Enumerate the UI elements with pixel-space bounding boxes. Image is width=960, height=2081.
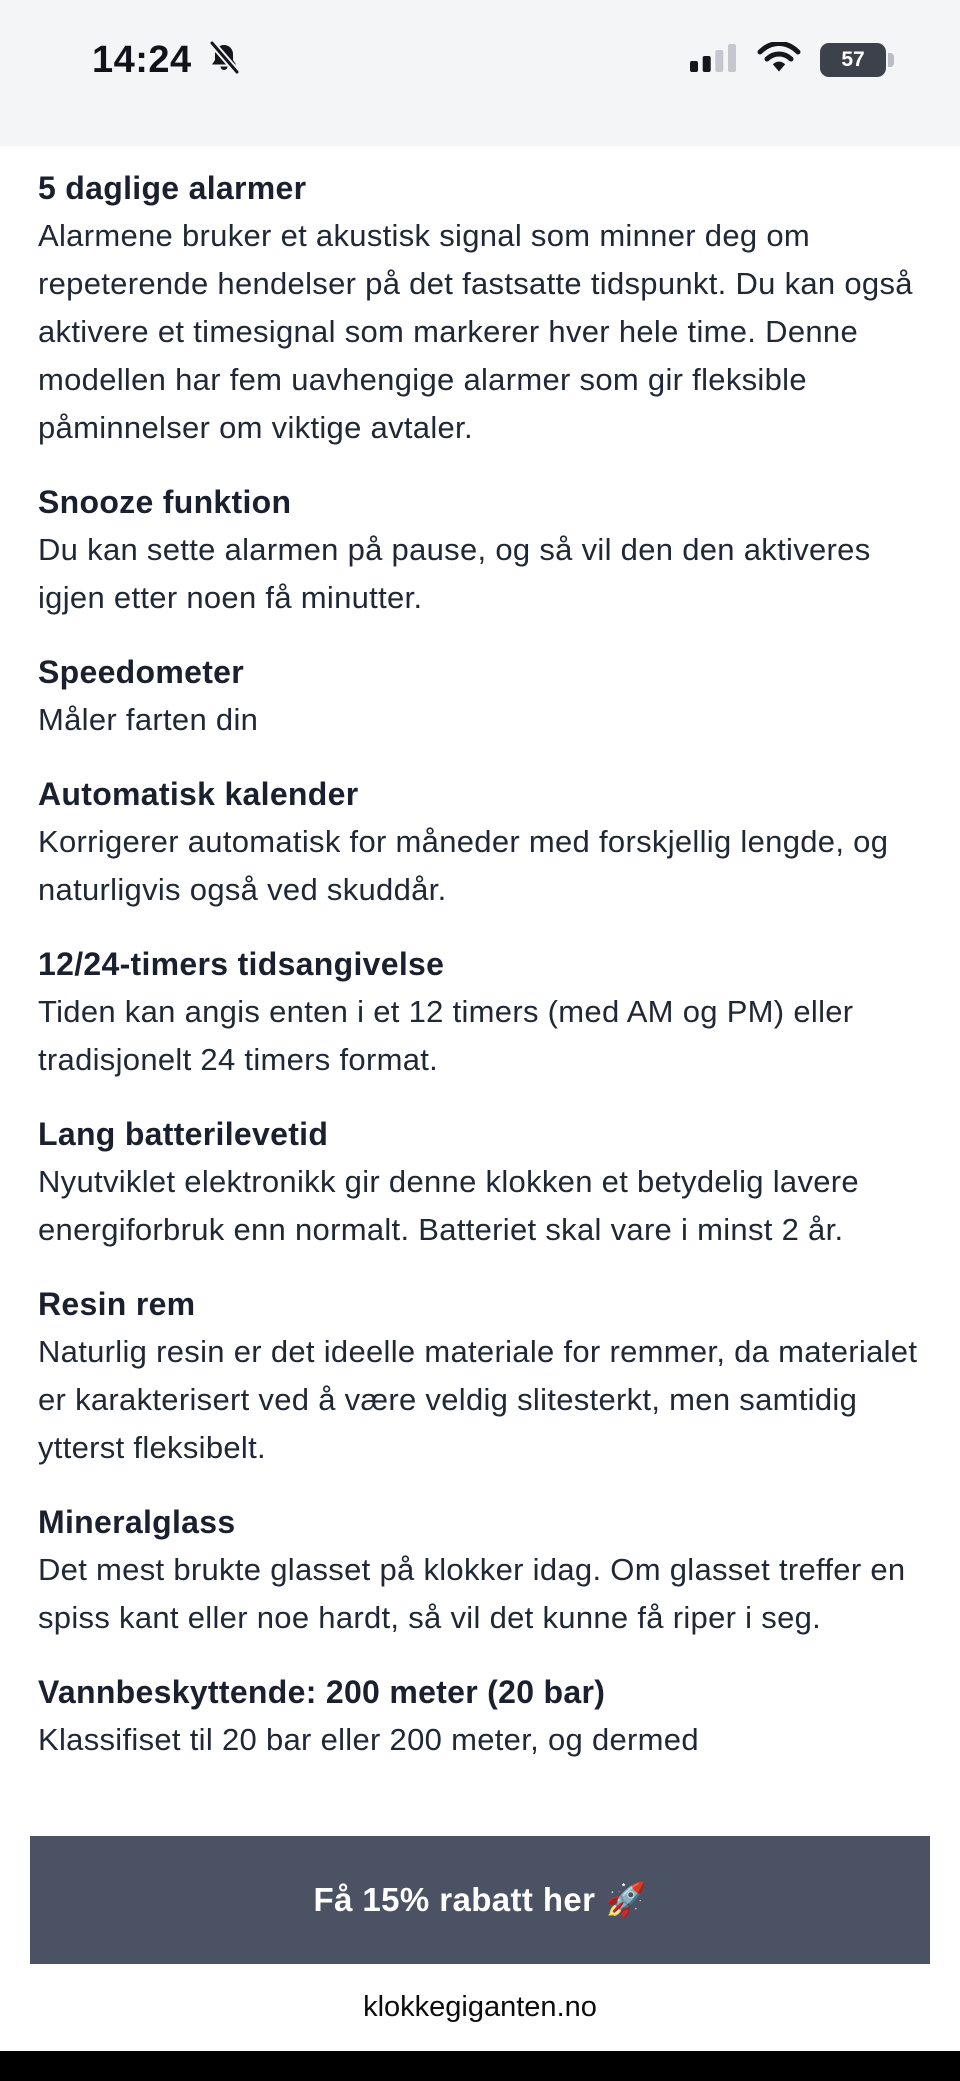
feature-description: Klassifiset til 20 bar eller 200 meter, og dermed: [38, 1722, 699, 1757]
discount-banner-button[interactable]: [30, 1836, 930, 1964]
status-bar-left: [92, 39, 242, 82]
feature-description: Alarmene bruker et akustisk signal som minner deg om repeterende hendelser på det fastsatte tidspunkt. Du kan også aktivere et timesignal som markerer hver hele time. Denne modellen har fem uavhengige alarmer som gir fleksible påminnelser om viktige avtaler.: [38, 218, 913, 445]
clock-time: 14:24: [92, 38, 192, 81]
battery-percentage: 57: [841, 48, 865, 71]
feature-heading: Lang batterilevetid: [38, 1116, 329, 1152]
wifi-icon: [756, 42, 802, 79]
cellular-signal-icon: [690, 42, 738, 79]
feature-heading: Resin rem: [38, 1286, 196, 1322]
feature-section: [38, 648, 922, 744]
address-bar[interactable]: [0, 1964, 960, 2051]
address-bar-url: klokkegiganten.no: [363, 1991, 597, 2023]
feature-section: [38, 940, 922, 1084]
feature-description: Tiden kan angis enten i et 12 timers (med AM og PM) eller tradisjonelt 24 timers format.: [38, 994, 854, 1077]
feature-heading: Vannbeskyttende: 200 meter (20 bar): [38, 1674, 606, 1710]
feature-section: [38, 1668, 922, 1764]
feature-heading: 5 daglige alarmer: [38, 170, 307, 206]
browser-bottom-strip: [0, 2051, 960, 2081]
feature-section: [38, 770, 922, 914]
feature-heading: 12/24-timers tidsangivelse: [38, 946, 445, 982]
feature-section: [38, 478, 922, 622]
feature-description: Naturlig resin er det ideelle materiale for remmer, da materialet er karakterisert ved å være veldig slitesterkt, men samtidig ytterst fleksibelt.: [38, 1334, 918, 1465]
feature-section: [38, 1498, 922, 1642]
feature-heading: Snooze funktion: [38, 484, 292, 520]
battery-icon: [820, 43, 886, 77]
feature-description: Det mest brukte glasset på klokker idag. Om glasset treffer en spiss kant eller noe hardt, så vil det kunne få riper i seg.: [38, 1552, 906, 1635]
feature-description: Du kan sette alarmen på pause, og så vil den den aktiveres igjen etter noen få minutter.: [38, 532, 871, 615]
feature-heading: Speedometer: [38, 654, 245, 690]
feature-description: Måler farten din: [38, 702, 259, 737]
feature-heading: Mineralglass: [38, 1504, 236, 1540]
feature-description: Korrigerer automatisk for måneder med forskjellig lengde, og naturligvis også ved skuddår.: [38, 824, 889, 907]
feature-section: [38, 1110, 922, 1254]
feature-heading: Automatisk kalender: [38, 776, 359, 812]
feature-description: Nyutviklet elektronikk gir denne klokken et betydelig lavere energiforbruk enn normalt. Batteriet skal vare i minst 2 år.: [38, 1164, 859, 1247]
feature-section: [38, 1280, 922, 1472]
notifications-muted-icon: [206, 40, 242, 81]
product-feature-list: [0, 146, 960, 1764]
discount-banner-label: Få 15% rabatt her 🚀: [313, 1880, 647, 1918]
feature-section: [38, 164, 922, 452]
status-bar: [0, 0, 960, 146]
status-bar-right: [690, 42, 886, 79]
